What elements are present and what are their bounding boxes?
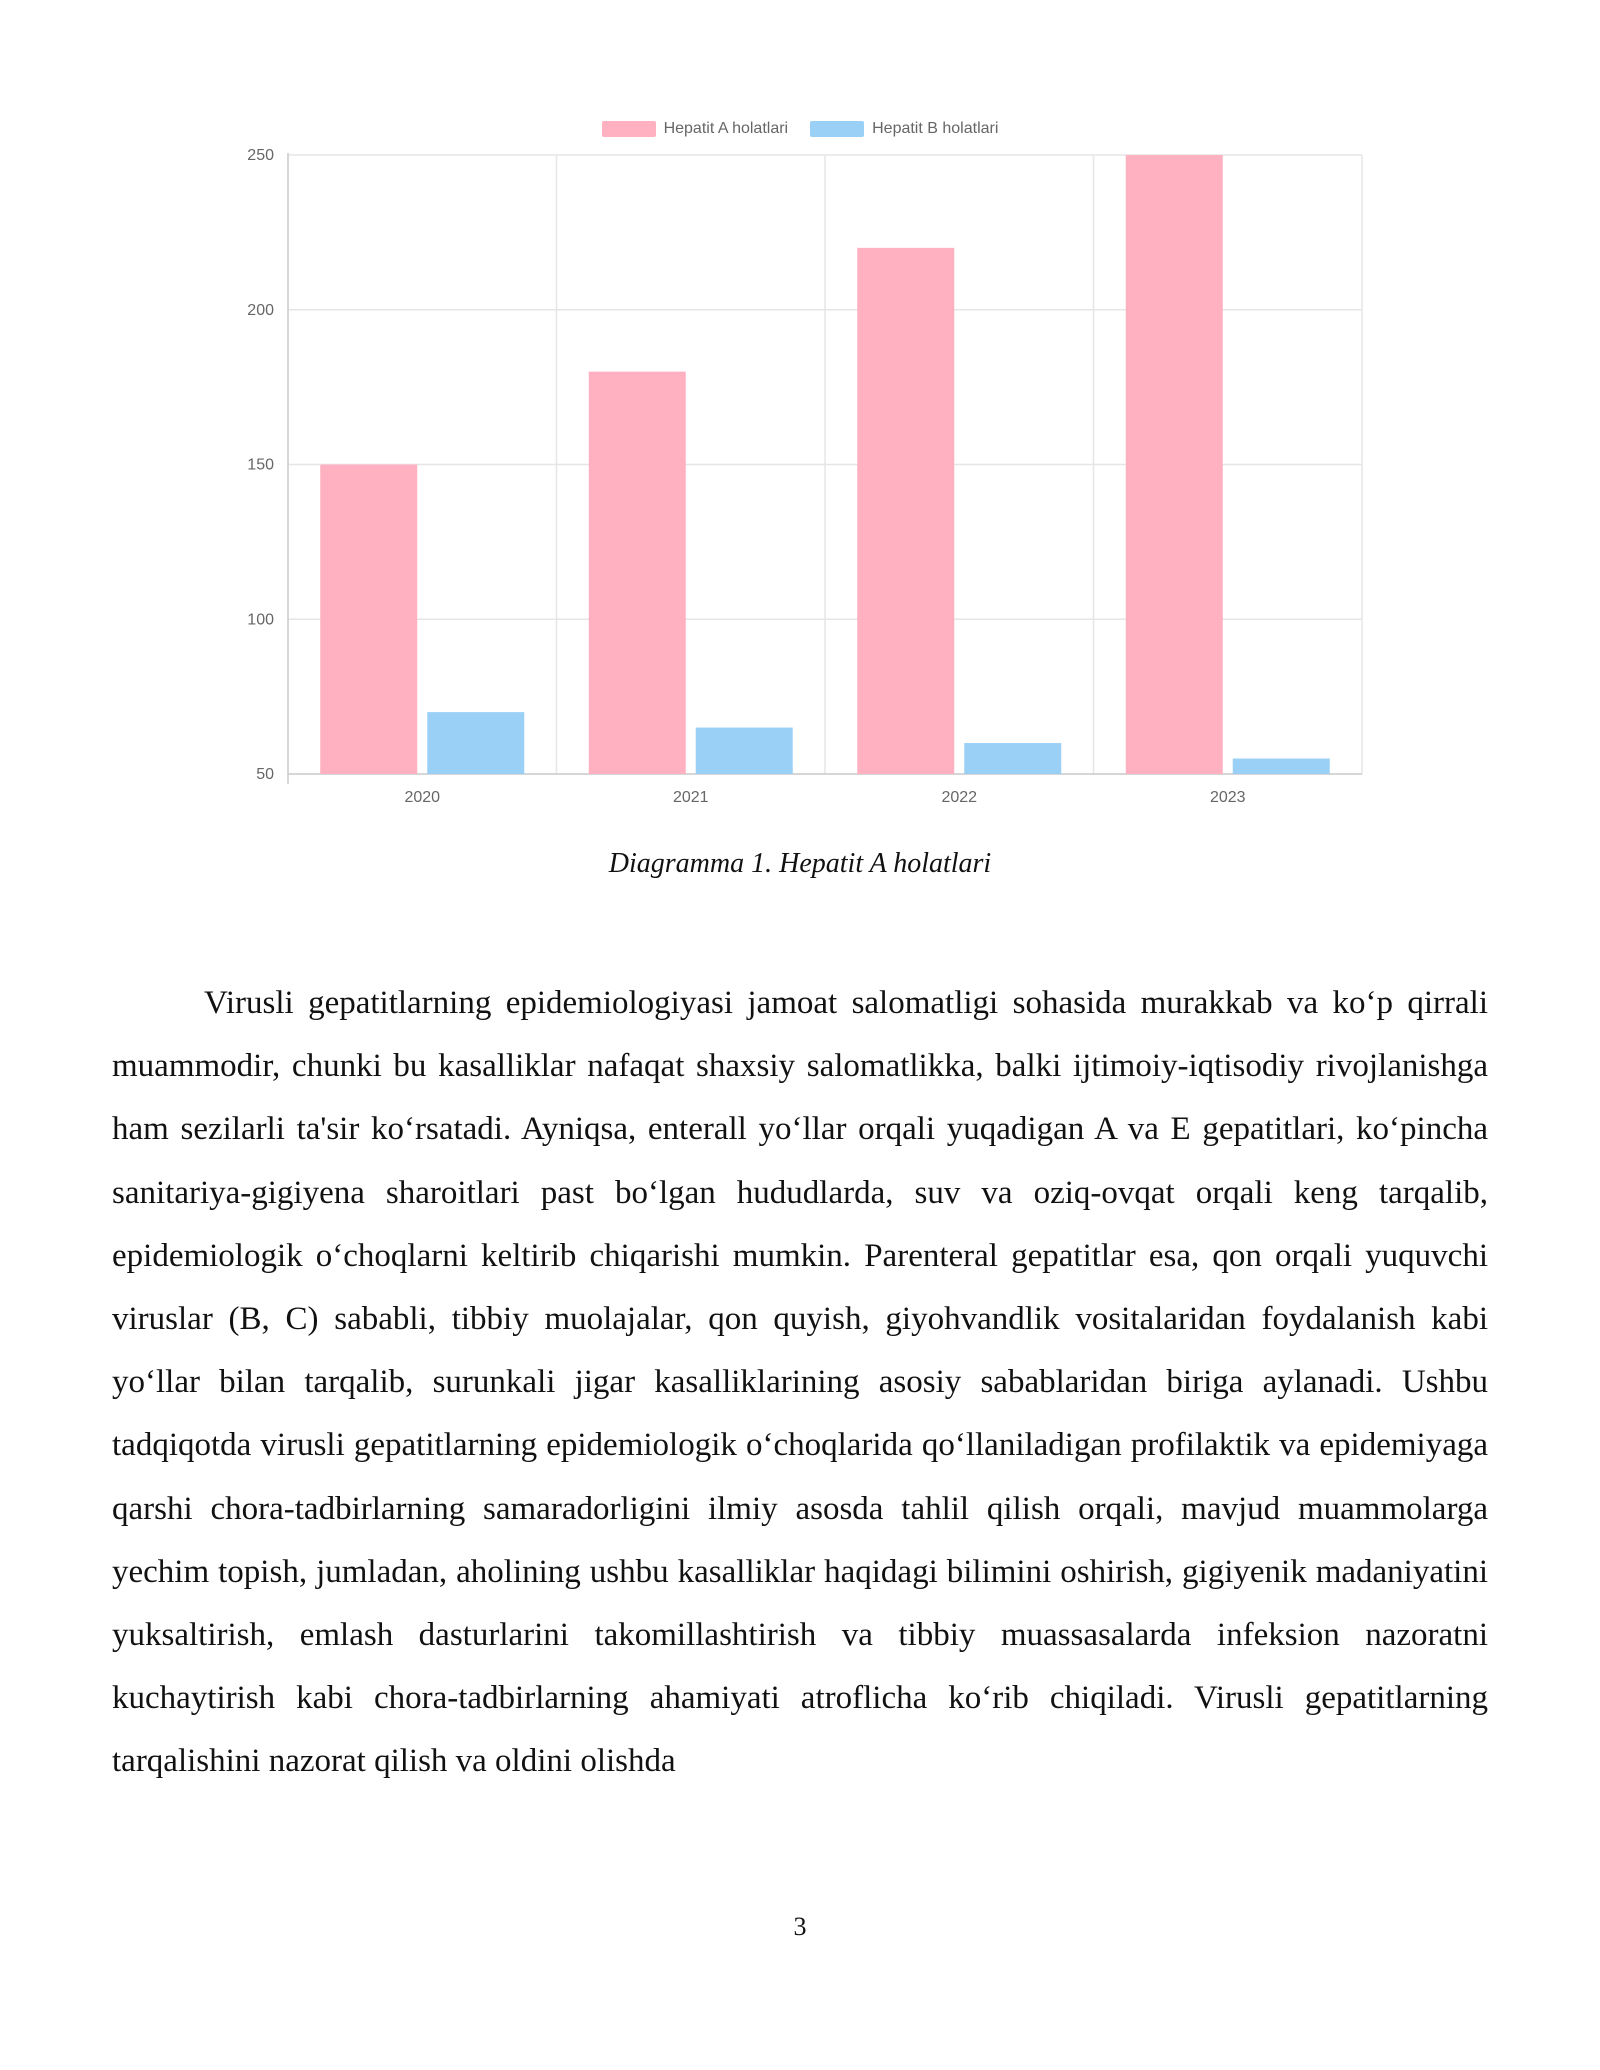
x-tick-label: 2022 xyxy=(941,789,978,806)
page-number: 3 xyxy=(793,1912,807,1941)
bar-hepatit-b-2022 xyxy=(964,743,1061,774)
x-tick-label: 2020 xyxy=(404,789,441,806)
chart-legend xyxy=(220,120,1380,138)
bar-hepatit-a-2023 xyxy=(1126,155,1223,774)
legend-item-hepatit-b[interactable] xyxy=(810,120,998,138)
bar-hepatit-b-2023 xyxy=(1233,759,1330,774)
y-tick-label: 150 xyxy=(247,456,274,474)
y-tick-label: 200 xyxy=(247,301,274,319)
y-tick-label: 50 xyxy=(256,766,274,783)
bar-hepatit-a-2022 xyxy=(857,248,954,774)
bar-hepatit-b-2020 xyxy=(427,712,524,774)
legend-item-hepatit-a[interactable] xyxy=(602,120,789,138)
y-tick-label: 250 xyxy=(247,147,274,164)
bar-hepatit-a-2020 xyxy=(320,465,417,775)
x-tick-label: 2023 xyxy=(1209,789,1246,806)
bar-chart xyxy=(220,110,1380,830)
figure-caption: Diagramma 1. Hepatit A holatlari xyxy=(608,848,992,879)
legend-label-hepatit-b: Hepatit B holatlari xyxy=(872,120,999,137)
legend-swatch-hepatit-a xyxy=(602,121,656,137)
y-tick-label: 100 xyxy=(247,611,274,629)
x-tick-label: 2021 xyxy=(672,789,709,806)
body-paragraph: Virusli gepatitlarning epidemiologiyasi jamoat salomatligi sohasida murakkab va ko‘p qirrali muammodir, chunki bu kasalliklar nafaqat shaxsiy salomatlikka, balki ijtimoiy-iqtisodiy rivojlanishga ham sezilarli ta'sir ko‘rsatadi. Ayniqsa, enterall yo‘llar orqali yuqadigan A va E gepatitlari, ko‘pincha sanitariya-gigiyena sharoitlari past bo‘lgan hududlarda, suv va oziq-ovqat orqali keng tarqalib, epidemiologik o‘choqlarni keltirib chiqarishi mumkin. Parenteral gepatitlar esa, qon orqali yuquvchi viruslar (B, C) sababli, tibbiy muolajalar, qon quyish, giyohvandlik vositalaridan foydalanish kabi yo‘llar bilan tarqalib, surunkali jigar kasalliklarining asosiy sabablaridan biriga aylanadi. Ushbu tadqiqotda virusli gepatitlarning epidemiologik o‘choqlarida qo‘llaniladigan profilaktik va epidemiyaga qarshi chora-tadbirlarning samaradorligini ilmiy asosda tahlil qilish orqali, mavjud muammolarga yechim topish, jumladan, aholining ushbu kasalliklar haqidagi bilimini oshirish, gigiyenik madaniyatini yuksaltirish, emlash dasturlarini takomillashtirish va tibbiy muassasalarda infeksion nazoratni kuchaytirish kabi chora-tadbirlarning ahamiyati atroflicha ko‘rib chiqiladi. Virusli gepatitlarning tarqalishini nazorat qilish va oldini olishda xyxy=(112,985,1488,1780)
legend-label-hepatit-a: Hepatit A holatlari xyxy=(663,120,789,137)
legend-swatch-hepatit-b xyxy=(810,121,864,137)
chart-plot-svg xyxy=(220,110,1380,830)
bar-hepatit-b-2021 xyxy=(696,728,793,774)
bar-hepatit-a-2021 xyxy=(589,372,686,774)
